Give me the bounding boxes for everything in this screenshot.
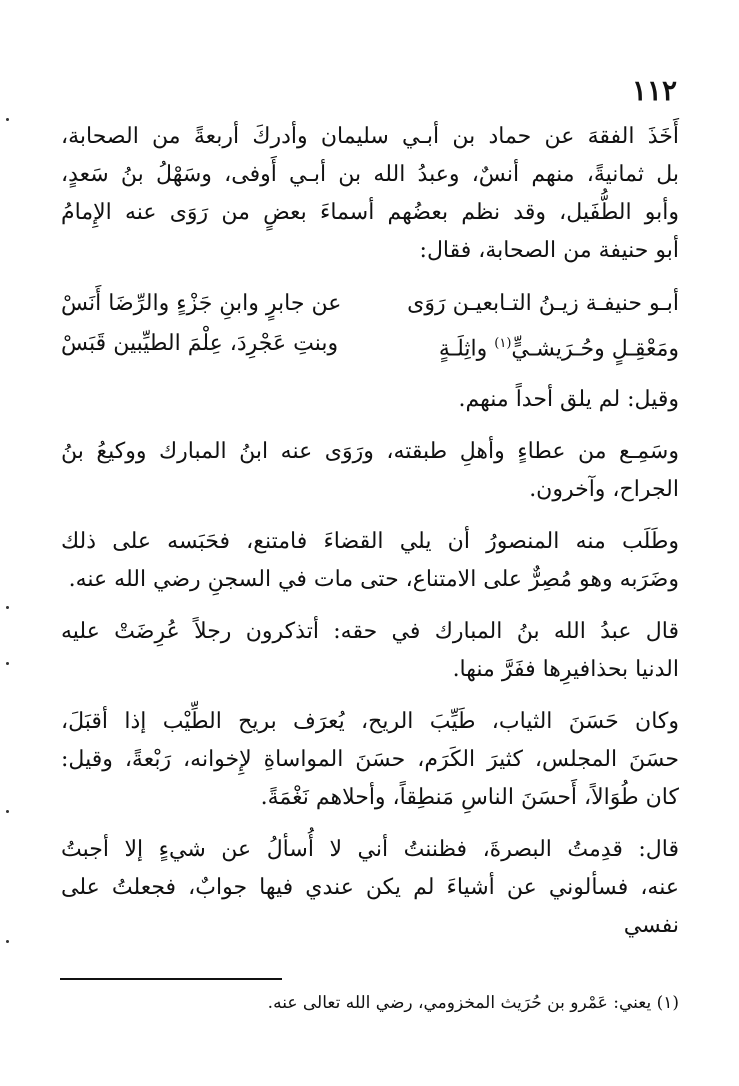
text-line: بل ثمانيةً، منهم أنسٌ، وعبدُ الله بن أبـي أَوفى، وسَهْلُ بنُ سَعدٍ، [61, 162, 679, 187]
poem-hemistich-start: ومَعْقِـلٍ وحُـرَيشـيٍّ [511, 336, 679, 362]
poem-hemistich: عن جابرٍ وابنِ جَزْءٍ والرِّضَا أَنَسْ [61, 291, 342, 316]
text-line: الدنيا بحذافيرِها ففَرَّ منها. [452, 657, 679, 683]
poem-hemistich [389, 324, 679, 369]
paragraph-description [61, 703, 679, 817]
paragraph-students [61, 433, 679, 509]
margin-mark [6, 810, 9, 813]
main-text [61, 118, 679, 959]
footnote-marker: (١) [494, 336, 512, 351]
text-line: أبو حنيفة من الصحابة، فقال: [419, 238, 679, 263]
poem-hemistich: وبنتِ عَجْرِدَ، عِلْمَ الطيِّبين قَبَسْ [61, 331, 339, 356]
paragraph-opinion [61, 381, 679, 419]
text-line: وسَمِـع من عطاءٍ وأهلِ طبقته، ورَوَى عنه ابنُ المبارك ووكيعُ بنُ [61, 439, 679, 465]
text-line: وطَلَب منه المنصورُ أن يلي القضاءَ فامتنع، فحَبَسه على ذلك [61, 529, 679, 555]
text-line: وكان حَسَنَ الثياب، طَيِّبَ الريح، يُعرَف بريح الطِّيْب إذا أقبَلَ، [61, 709, 679, 735]
text-line: وضَرَبه وهو مُصِرٌّ على الامتناع، حتى مات في السجنِ رضي الله عنه. [68, 567, 679, 593]
footnote-divider [60, 978, 282, 980]
paragraph-judgeship [61, 523, 679, 599]
paragraph-ibn-mubarak [61, 613, 679, 689]
text-line: وقيل: لم يلق أحداً منهم. [458, 387, 679, 413]
text-line: قال: قدِمتُ البصرةَ، فظننتُ أني لا أُسألُ عن شيءٍ إلا أجبتُ [61, 837, 679, 863]
text-line: قال عبدُ الله بنُ المبارك في حقه: أتذكرون رجلاً عُرِضَتْ عليه [61, 619, 679, 645]
paragraph-teachers [61, 118, 679, 270]
text-line: أَخَذَ الفقهَ عن حماد بن أبـي سليمان وأدركَ أربعةً من الصحابة، [61, 124, 679, 149]
text-line: وأبو الطُّفَيل، وقد نظم بعضُهم أسماءَ بعضٍ من رَوَى عنه الإِمامُ [61, 200, 679, 225]
footnote: (١) يعني: عَمْرو بن حُرَيث المخزومي، رضي الله تعالى عنه. [267, 993, 679, 1013]
text-line: الجراح، وآخرون. [529, 477, 679, 503]
text-line: حسَنَ المجلس، كثيرَ الكَرَم، حسَنَ المواساةِ لإِخوانه، رَبْعةً، وقيل: [61, 747, 679, 773]
margin-mark [6, 940, 9, 943]
margin-mark [6, 606, 9, 609]
poem-hemistich-end: واثِلَـةٍ [438, 336, 495, 362]
text-line: عنه، فسألوني عن أشياءَ لم يكن عندي فيها جوابٌ، فجعلتُ على نفسي [61, 875, 679, 939]
poem-hemistich: أبـو حنيفـة زيـنُ التـابعيـن رَوَى [407, 291, 679, 316]
paragraph-basra [61, 831, 679, 945]
poem-verse [61, 284, 679, 324]
poem-verse [61, 324, 679, 369]
margin-mark [6, 662, 9, 665]
poem [61, 284, 679, 369]
margin-mark [6, 118, 9, 121]
text-line: كان طُوَالاً، أَحسَنَ الناسِ مَنطِقاً، وأحلاهم نَغْمَةً. [260, 785, 679, 811]
page-number: ١١٢ [631, 74, 677, 107]
